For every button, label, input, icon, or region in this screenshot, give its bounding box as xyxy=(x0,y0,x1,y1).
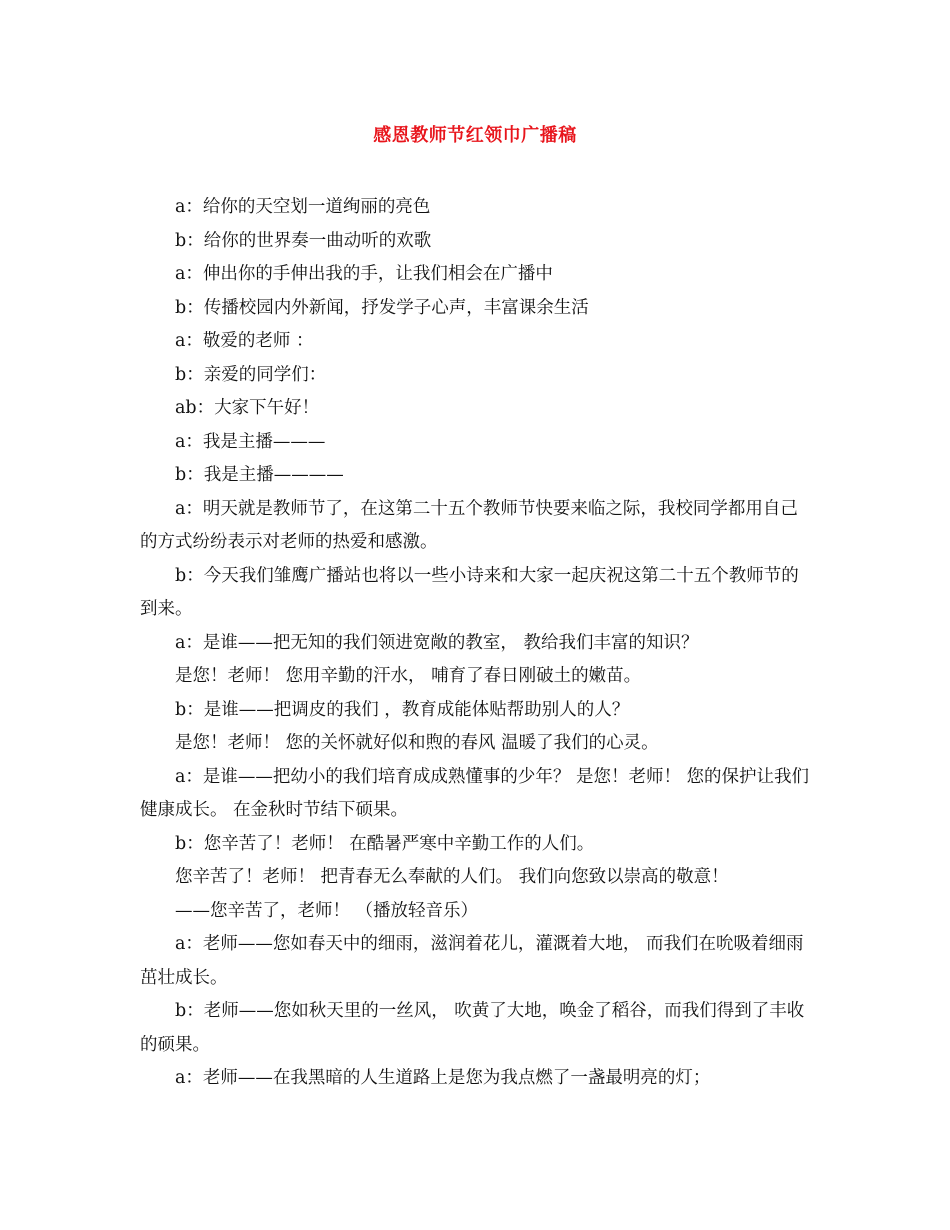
paragraph: a：明天就是教师节了，在这第二十五个教师节快要来临之际，我校同学都用自己的方式纷纷表示对老师的热爱和感激。 xyxy=(140,498,798,552)
paragraph: a：给你的天空划一道绚丽的亮色 xyxy=(175,197,431,217)
paragraph: b：您辛苦了！老师！ 在酷暑严寒中辛勤工作的人们。 xyxy=(175,833,595,854)
paragraph: ——您辛苦了，老师！ （播放轻音乐） xyxy=(175,900,479,921)
paragraph: a：是谁——把无知的我们领进宽敞的教室， 教给我们丰富的知识？ xyxy=(175,632,699,653)
paragraph: a：是谁——把幼小的我们培育成成熟懂事的少年？ 是您！老师！ 您的保护让我们健康成长。 在金秋时节结下硕果。 xyxy=(140,766,810,820)
paragraph: b：我是主播———— xyxy=(175,465,344,485)
paragraph: 是您！老师！ 您用辛勤的汗水， 哺育了春日刚破土的嫩苗。 xyxy=(175,666,642,686)
paragraph: b：传播校园内外新闻，抒发学子心声，丰富课余生活 xyxy=(175,297,589,318)
paragraph: a：我是主播——— xyxy=(175,431,326,452)
paragraph: 是您！老师！ 您的关怀就好似和煦的春风 温暖了我们的心灵。 xyxy=(175,733,659,753)
paragraph: a：伸出你的手伸出我的手，让我们相会在广播中 xyxy=(175,264,553,284)
document-title: 感恩教师节红领巾广播稿 xyxy=(373,125,577,146)
paragraph: 您辛苦了！老师！ 把青春无么奉献的人们。 我们向您致以崇高的敬意！ xyxy=(175,867,729,887)
paragraph: b：给你的世界奏一曲动听的欢歌 xyxy=(175,230,432,251)
paragraph: ab：大家下午好！ xyxy=(175,398,320,418)
paragraph: b：是谁——把调皮的我们 ，教育成能体贴帮助别人的人？ xyxy=(175,699,630,720)
paragraph: a：老师——在我黑暗的人生道路上是您为我点燃了一盏最明亮的灯； xyxy=(175,1068,711,1088)
paragraph: a：敬爱的老师 ： xyxy=(175,331,314,351)
paragraph: b：今天我们雏鹰广播站也将以一些小诗来和大家一起庆祝这第二十五个教师节的到来。 xyxy=(140,565,799,619)
paragraph: b：老师——您如秋天里的一丝风， 吹黄了大地，唤金了稻谷，而我们得到了丰收的硕果。 xyxy=(140,1001,805,1055)
paragraph: a：老师——您如春天中的细雨，滋润着花儿，灌溉着大地， 而我们在吮吸着细雨茁壮成长。 xyxy=(140,934,804,988)
paragraph: b：亲爱的同学们： xyxy=(175,364,327,385)
document-body xyxy=(140,191,812,1096)
